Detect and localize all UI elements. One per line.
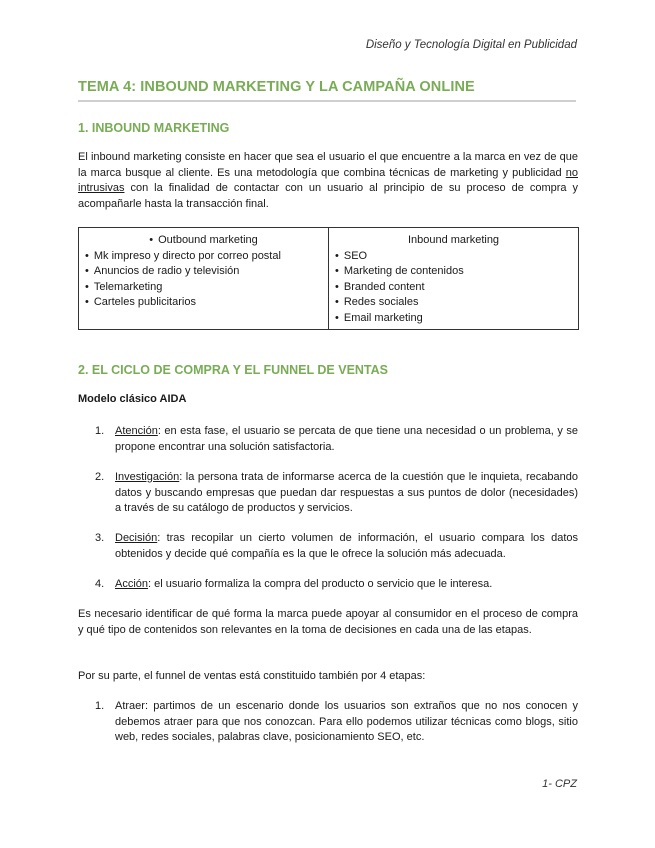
item-body: : la persona trata de informarse acerca de la cuestión que le inquieta, recabando datos y buscando empresas que puedan dar respuestas a sus puntos de dolor (necesidades) a través de su catálogo de productos y servicios. (115, 471, 578, 514)
item-key: Decisión (115, 532, 158, 544)
page-title: TEMA 4: INBOUND MARKETING Y LA CAMPAÑA ONLINE (78, 79, 475, 95)
item-body: : el usuario formaliza la compra del producto o servicio que le interesa. (148, 578, 493, 590)
item-text (115, 577, 578, 593)
page-footer: 1- CPZ (542, 778, 577, 790)
item-text (115, 424, 578, 455)
aida-item (95, 577, 578, 593)
list-item: • Telemarketing (85, 280, 322, 296)
table-row (79, 228, 579, 330)
item-body: : tras recopilar un cierto volumen de información, el usuario compara los datos obtenidos y decide qué compañía es la que le ofrece la solución más adecuada. (115, 532, 578, 560)
underlined-term: no intrusivas (78, 166, 578, 194)
item-body: : en esta fase, el usuario se percata de que tiene una necesidad o un problema, y se propone encontrar una solución satisfactoria. (115, 425, 578, 453)
paragraph-text: El inbound marketing consiste en hacer que sea el usuario el que encuentre a la marca en vez de que la marca busque al cliente. Es una metodología que combina técnicas de marketing y publicidad (78, 151, 578, 179)
item-key: Atención (115, 425, 158, 437)
outbound-column (79, 228, 329, 330)
item-key: Acción (115, 578, 149, 590)
section-1-heading: 1. INBOUND MARKETING (78, 121, 230, 135)
aida-item (95, 531, 578, 562)
comparison-table (78, 227, 579, 330)
item-key: Investigación (115, 471, 180, 483)
item-number: 3. (95, 532, 105, 544)
item-number: 2. (95, 471, 105, 483)
list-item: • Mk impreso y directo por correo postal (85, 249, 322, 265)
title-divider (78, 100, 576, 102)
aida-item (95, 470, 578, 517)
item-number: 1. (95, 700, 105, 712)
list-item: • Anuncios de radio y televisión (85, 264, 322, 280)
funnel-item (95, 699, 578, 746)
list-item: • Email marketing (335, 311, 572, 327)
aida-model-title: Modelo clásico AIDA (78, 393, 187, 405)
item-number: 1. (95, 425, 105, 437)
list-item: • Marketing de contenidos (335, 264, 572, 280)
outbound-title: • Outbound marketing (85, 233, 322, 249)
list-item: • Branded content (335, 280, 572, 296)
inbound-title: Inbound marketing (407, 234, 500, 246)
item-text (115, 470, 578, 517)
list-item: • Carteles publicitarios (85, 295, 322, 311)
item-text (115, 531, 578, 562)
list-item: • SEO (335, 249, 572, 265)
section-1-paragraph (78, 150, 578, 212)
item-text: Atraer: partimos de un escenario donde los usuarios son extraños que no nos conocen y debemos atraer para que nos conozcan. Para ello podemos utilizar técnicas como blogs, sitio web, redes sociales, palabras clave, posicionamiento SEO, etc. (115, 700, 578, 743)
item-number: 4. (95, 578, 105, 590)
running-header: Diseño y Tecnología Digital en Publicidad (365, 39, 577, 51)
section-2-paragraph: Es necesario identificar de qué forma la marca puede apoyar al consumidor en el proceso de compra y qué tipo de contenidos son relevantes en la toma de decisiones en cada una de las etapas. (78, 608, 578, 636)
inbound-column (329, 228, 579, 330)
section-2-heading: 2. EL CICLO DE COMPRA Y EL FUNNEL DE VENTAS (78, 363, 389, 377)
list-item: • Redes sociales (335, 295, 572, 311)
paragraph-text: con la finalidad de contactar con un usuario al principio de su proceso de compra y acompañarle hasta la transacción final. (78, 182, 578, 210)
funnel-intro-paragraph: Por su parte, el funnel de ventas está constituido también por 4 etapas: (78, 670, 426, 682)
aida-item (95, 424, 578, 455)
